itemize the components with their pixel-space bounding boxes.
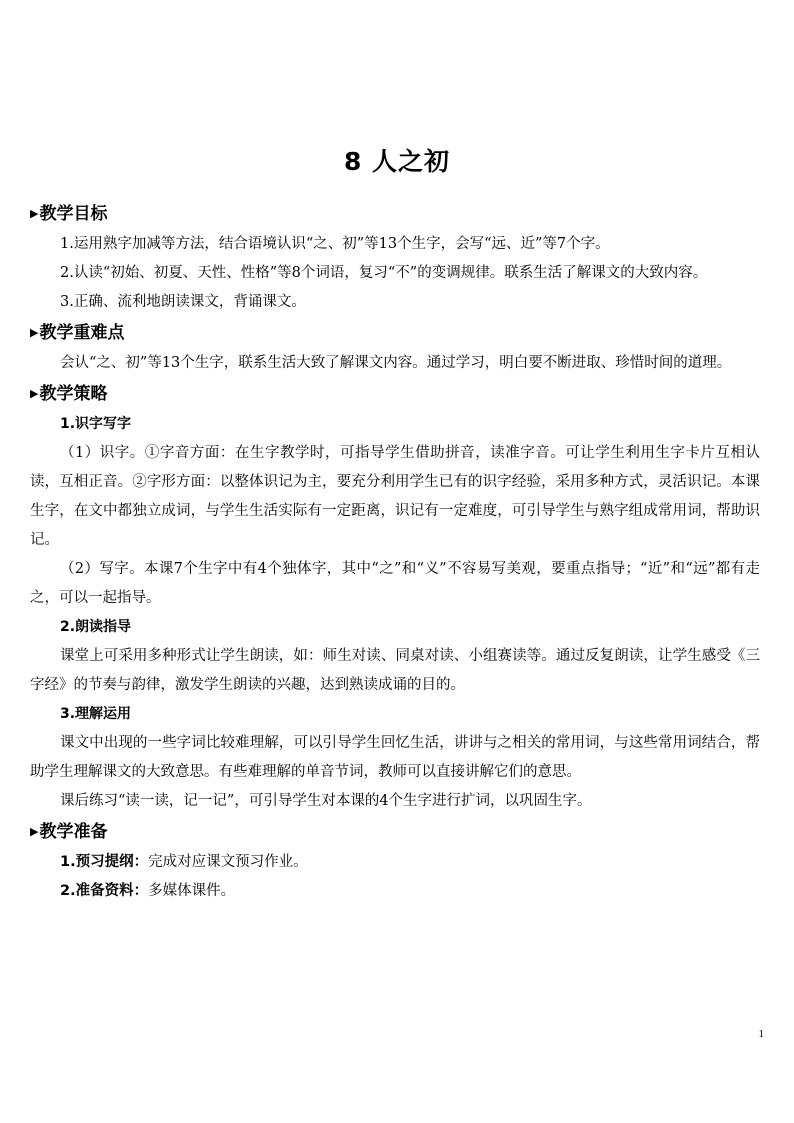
strategy-paragraph: 课后练习“读一读，记一记”，可引导学生对本课的4个生字进行扩词，以巩固生字。	[60, 793, 592, 809]
section-heading-label: 教学重难点	[39, 323, 125, 343]
preparation-item-label: 2.准备资料：	[60, 883, 149, 899]
strategy-subheading-literacy: 1.识字写字	[60, 416, 132, 432]
section-heading-label: 教学目标	[39, 204, 108, 224]
goal-item: 3.正确、流利地朗读课文，背诵课文。	[60, 294, 306, 310]
preparation-item	[30, 848, 760, 877]
section-heading-goals	[30, 198, 760, 230]
strategy-paragraph: 课文中出现的一些字词比较难理解，可以引导学生回忆生活，讲讲与之相关的常用词，与这些常用词结合，帮助学生理解课文的大致意思。有些难理解的单音节词，教师可以直接讲解它们的意思。	[30, 735, 760, 780]
preparation-item-label: 1.预习提纲：	[60, 854, 149, 870]
strategy-paragraph: 课堂上可采用多种形式让学生朗读，如：师生对读、同桌对读、小组赛读等。通过反复朗读，让学生感受《三字经》的节奏与韵律，激发学生朗读的兴趣，达到熟读成诵的目的。	[30, 648, 760, 693]
key-points-text: 会认“之、初”等13个生字，联系生活大致了解课文内容。通过学习，明白要不断进取、珍惜时间的道理。	[60, 355, 732, 371]
preparation-item-text: 完成对应课文预习作业。	[148, 854, 308, 870]
strategy-subheading-reading: 2.朗读指导	[60, 619, 132, 635]
strategy-paragraph: （1）识字。①字音方面：在生字教学时，可指导学生借助拼音，读准字音。可让学生利用生字卡片互相认读，互相正音。②字形方面：以整体识记为主，要充分利用学生已有的识字经验，采用多种方式，灵活识记。本课生字，在文中都独立成词，与学生生活实际有一定距离，识记有一定难度，可引导学生与熟字组成常用词，帮助识记。	[30, 445, 760, 548]
strategy-subheading-understanding: 3.理解运用	[60, 706, 132, 722]
page-title: 8 人之初	[343, 147, 451, 176]
goal-item: 1.运用熟字加减等方法，结合语境认识“之、初”等13个生字，会写“远、近”等7个字。	[60, 236, 610, 252]
triangle-right-icon: ▶	[30, 825, 39, 838]
triangle-right-icon: ▶	[30, 387, 39, 400]
section-heading-label: 教学策略	[39, 384, 108, 404]
section-heading-key-points	[30, 317, 760, 349]
preparation-item-text: 多媒体课件。	[148, 883, 236, 899]
preparation-item	[30, 877, 760, 906]
strategy-paragraph: （2）写字。本课7个生字中有4个独体字，其中“之”和“义”不容易写美观，要重点指导；“近”和“远”都有走之，可以一起指导。	[30, 561, 760, 606]
triangle-right-icon: ▶	[30, 207, 39, 220]
page-number: 1	[758, 1028, 764, 1040]
section-heading-strategy	[30, 378, 760, 410]
section-heading-preparation	[30, 816, 760, 848]
goal-item: 2.认读“初始、初夏、天性、性格”等8个词语，复习“不”的变调规律。联系生活了解课文的大致内容。	[60, 265, 708, 281]
triangle-right-icon: ▶	[30, 326, 39, 339]
document-body	[30, 198, 760, 906]
section-heading-label: 教学准备	[39, 822, 108, 842]
